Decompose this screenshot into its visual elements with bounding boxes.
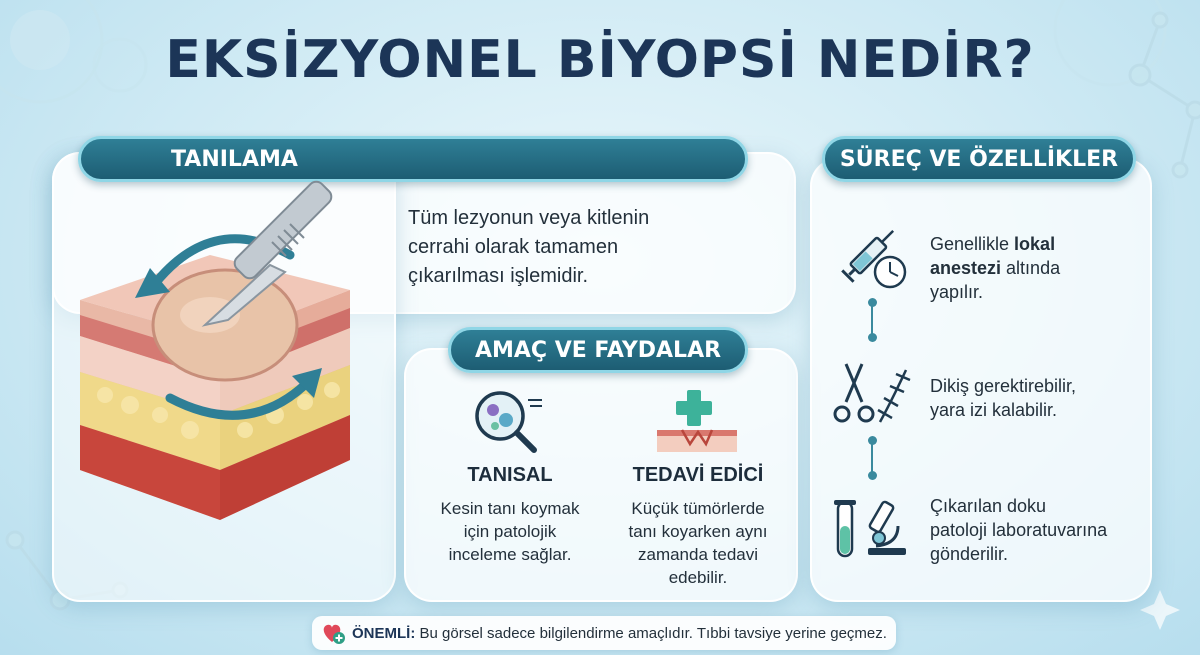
tedavi-line-4: edebilir. [668, 568, 728, 587]
surec-header-label: SÜREÇ VE ÖZELLİKLER [839, 146, 1119, 172]
surec-item-2 [930, 374, 1076, 422]
page-title: EKSİZYONEL BİYOPSİ NEDİR? [165, 30, 1035, 90]
surec-item-3-line-3: gönderilir. [930, 544, 1009, 564]
tedavi-line-2: tanı koyarken aynı [628, 522, 768, 541]
surec-item-1-line-2 [930, 256, 1060, 280]
timeline-connector [871, 443, 873, 473]
tanisal-line-2: için patolojik [463, 522, 557, 541]
surec-item-3-line-1: Çıkarılan doku [930, 496, 1047, 516]
surec-item-1 [930, 232, 1060, 304]
skin-plus-icon [652, 386, 742, 456]
surec-item-1-line-3: yapılır. [930, 282, 984, 302]
tanisal-line-1: Kesin tanı koymak [440, 499, 580, 518]
amac-header-label: AMAÇ VE FAYDALAR [474, 337, 722, 363]
tedavi-line-3: zamanda tedavi [637, 545, 759, 564]
surec-header [822, 136, 1136, 182]
tedavi-line-1: Küçük tümörlerde [631, 499, 765, 518]
tanilama-line-3: çıkarılması işlemidir. [408, 265, 589, 287]
tanilama-line-2: cerrahi olarak tamamen [408, 236, 619, 258]
magnifier-cells-icon [468, 386, 548, 456]
tanisal-line-3: inceleme sağlar. [448, 545, 572, 564]
scissors-stitches-icon [832, 360, 912, 430]
timeline-connector [871, 305, 873, 335]
surec-item-1-pre: Genellikle [930, 234, 1015, 254]
skin-excision-illustration [60, 140, 390, 540]
tedavi-description [600, 497, 796, 589]
surec-item-1-bold-2: anestezi [930, 258, 1002, 278]
amac-header [448, 327, 748, 373]
surec-item-2-line-2: yara izi kalabilir. [930, 400, 1058, 420]
disclaimer-bar [312, 616, 896, 650]
timeline-dot [868, 333, 877, 342]
tanisal-description [415, 497, 605, 566]
tedavi-title: TEDAVİ EDİCİ [632, 464, 764, 486]
syringe-clock-icon [832, 222, 912, 292]
surec-item-1-rest: altında [1001, 258, 1061, 278]
tanisal-title: TANISAL [467, 464, 553, 486]
tanilama-header-label: TANILAMA [171, 146, 298, 172]
surec-item-1-bold: lokal [1014, 234, 1056, 254]
disclaimer-text: Bu görsel sadece bilgilendirme amaçlıdır. Tıbbi tavsiye yerine geçmez. [415, 624, 887, 642]
tanilama-description [408, 204, 649, 291]
disclaimer-label: ÖNEMLİ: [352, 624, 416, 642]
testtube-microscope-icon [832, 496, 912, 566]
surec-item-3-line-2: patoloji laboratuvarına [930, 520, 1108, 540]
timeline-dot [868, 471, 877, 480]
surec-item-3 [930, 494, 1107, 566]
tanilama-line-1: Tüm lezyonun veya kitlenin [408, 207, 650, 229]
heart-plus-icon [320, 621, 346, 645]
surec-item-1-line-1 [930, 232, 1060, 256]
surec-item-2-line-1: Dikiş gerektirebilir, [930, 376, 1077, 396]
